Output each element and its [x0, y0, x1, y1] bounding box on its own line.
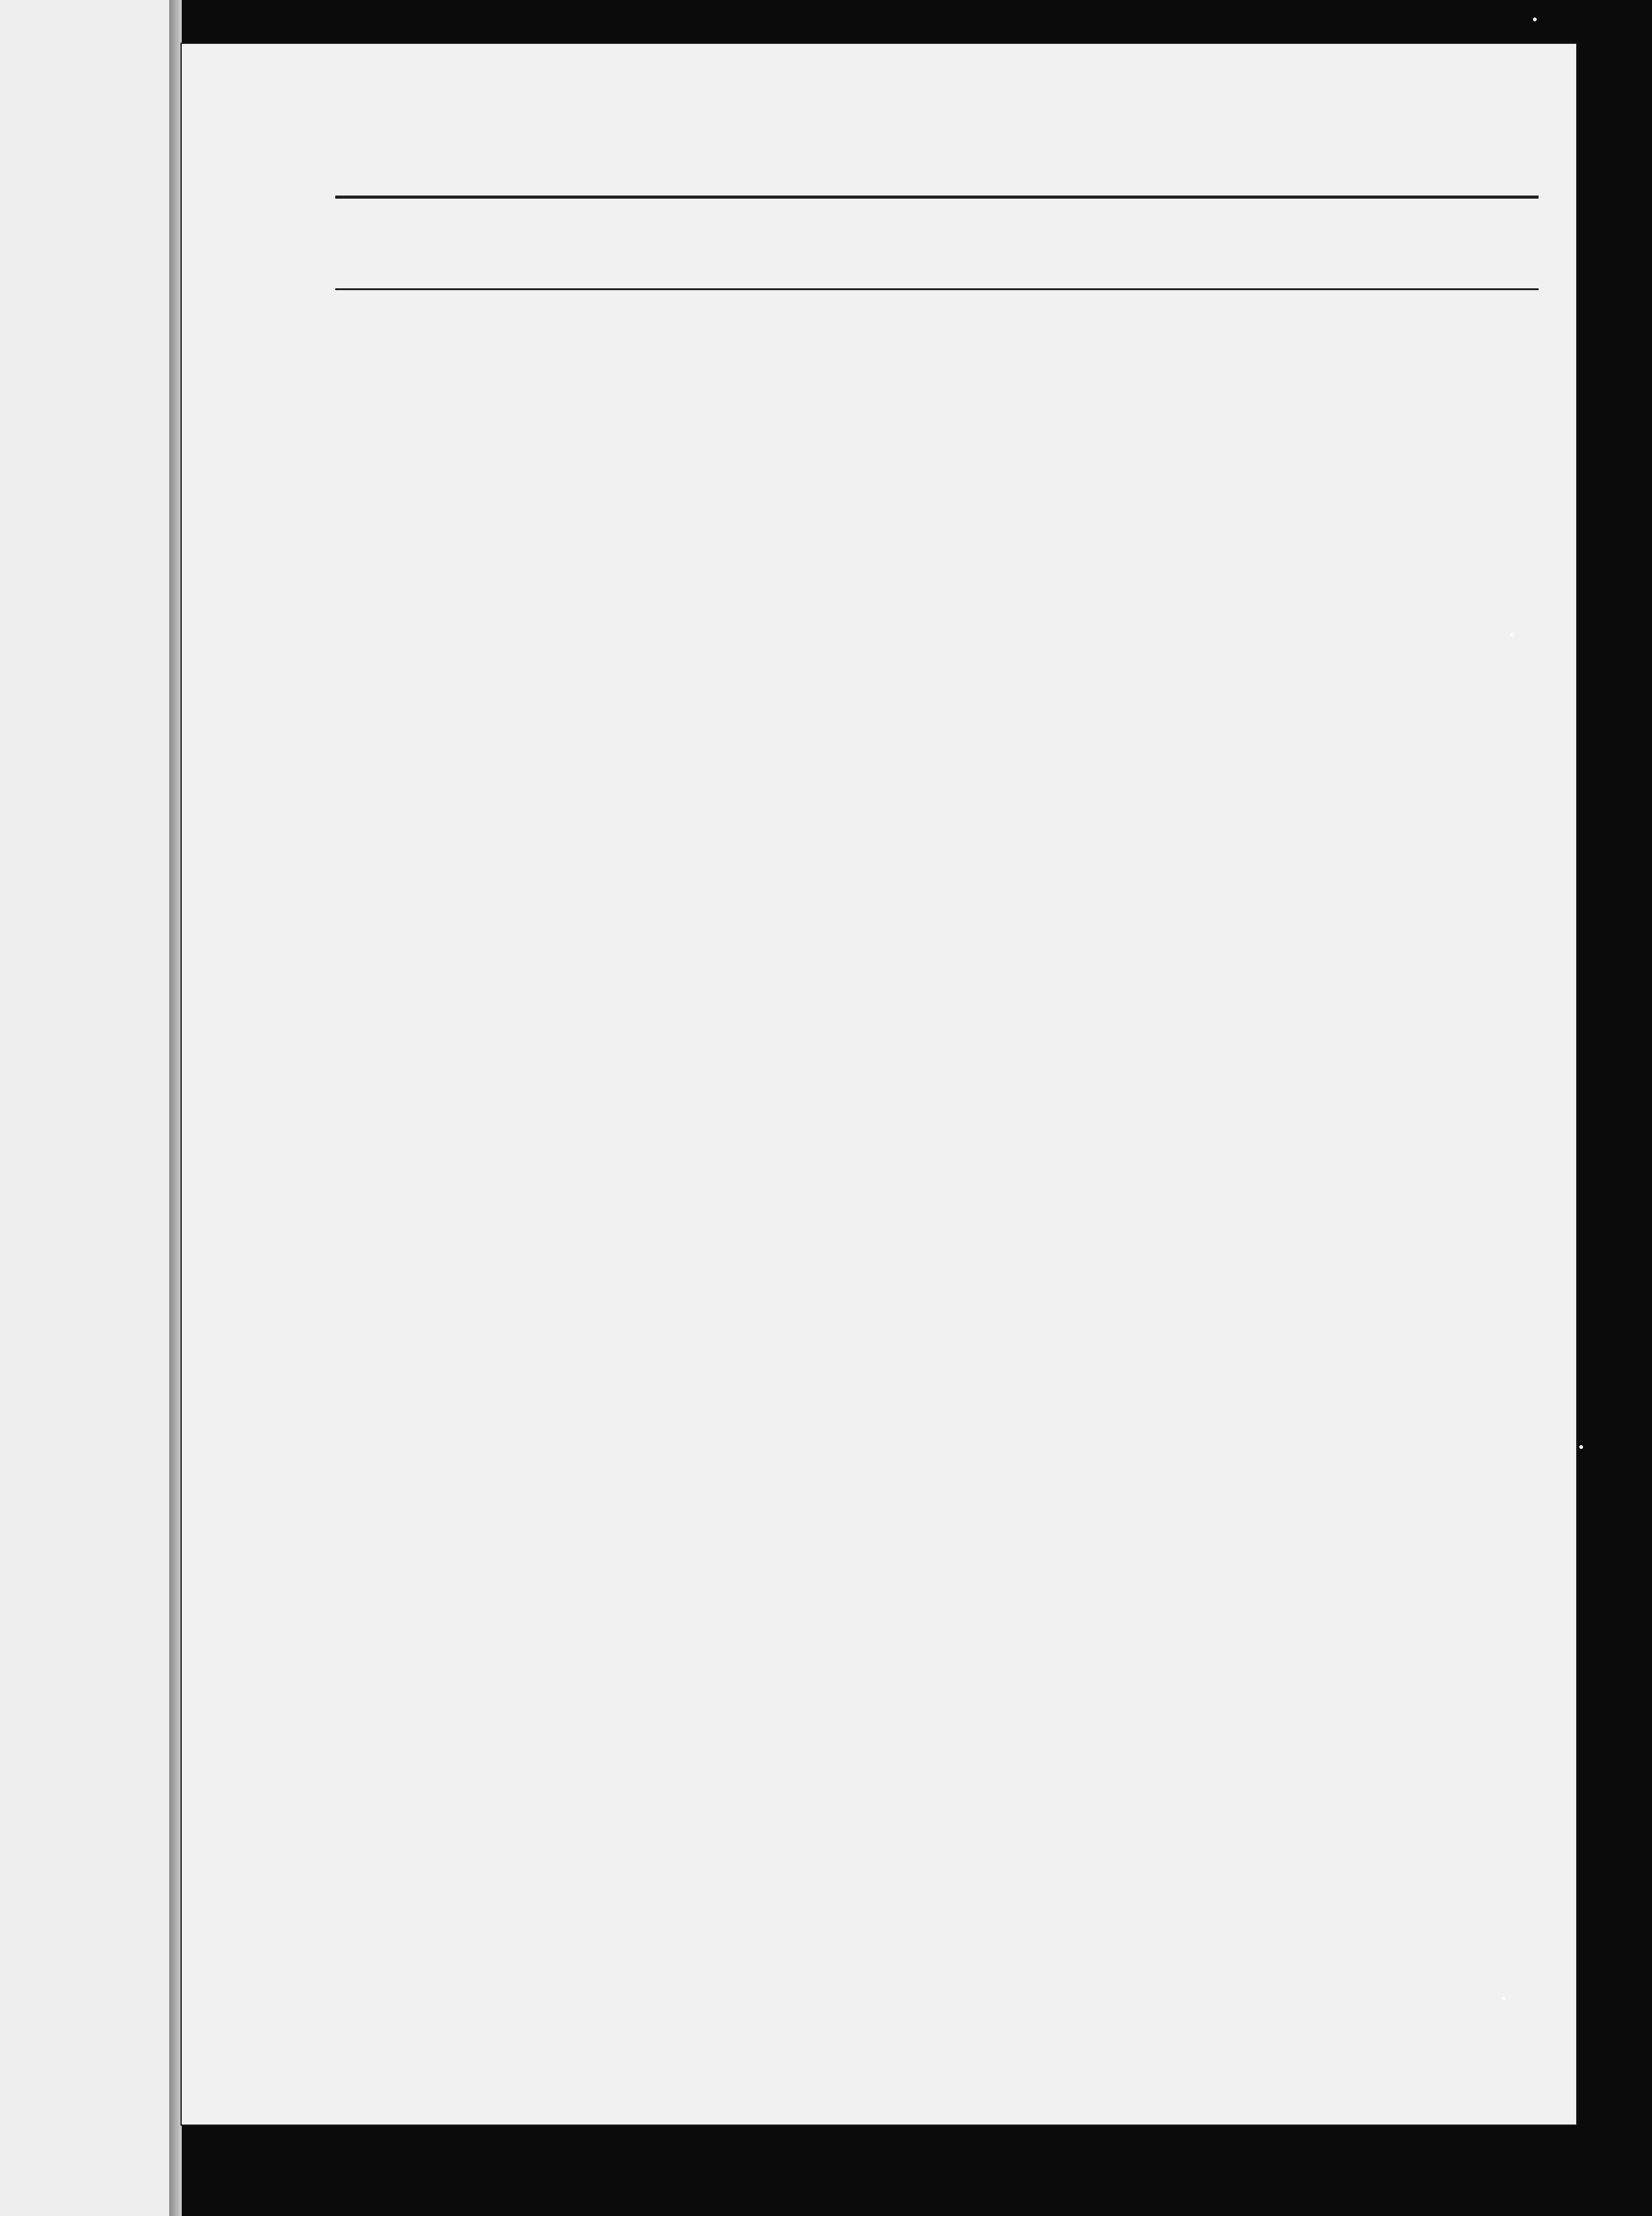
dust-speck — [1502, 1997, 1505, 2000]
page-gutter — [169, 0, 182, 2216]
previous-page-strip — [0, 0, 169, 2216]
dust-speck — [1533, 18, 1537, 21]
header-top-rule — [335, 196, 1539, 199]
dust-speck — [1510, 633, 1514, 637]
header-bottom-rule — [335, 288, 1539, 290]
dust-speck — [1579, 1445, 1583, 1449]
document-page — [182, 44, 1576, 2125]
